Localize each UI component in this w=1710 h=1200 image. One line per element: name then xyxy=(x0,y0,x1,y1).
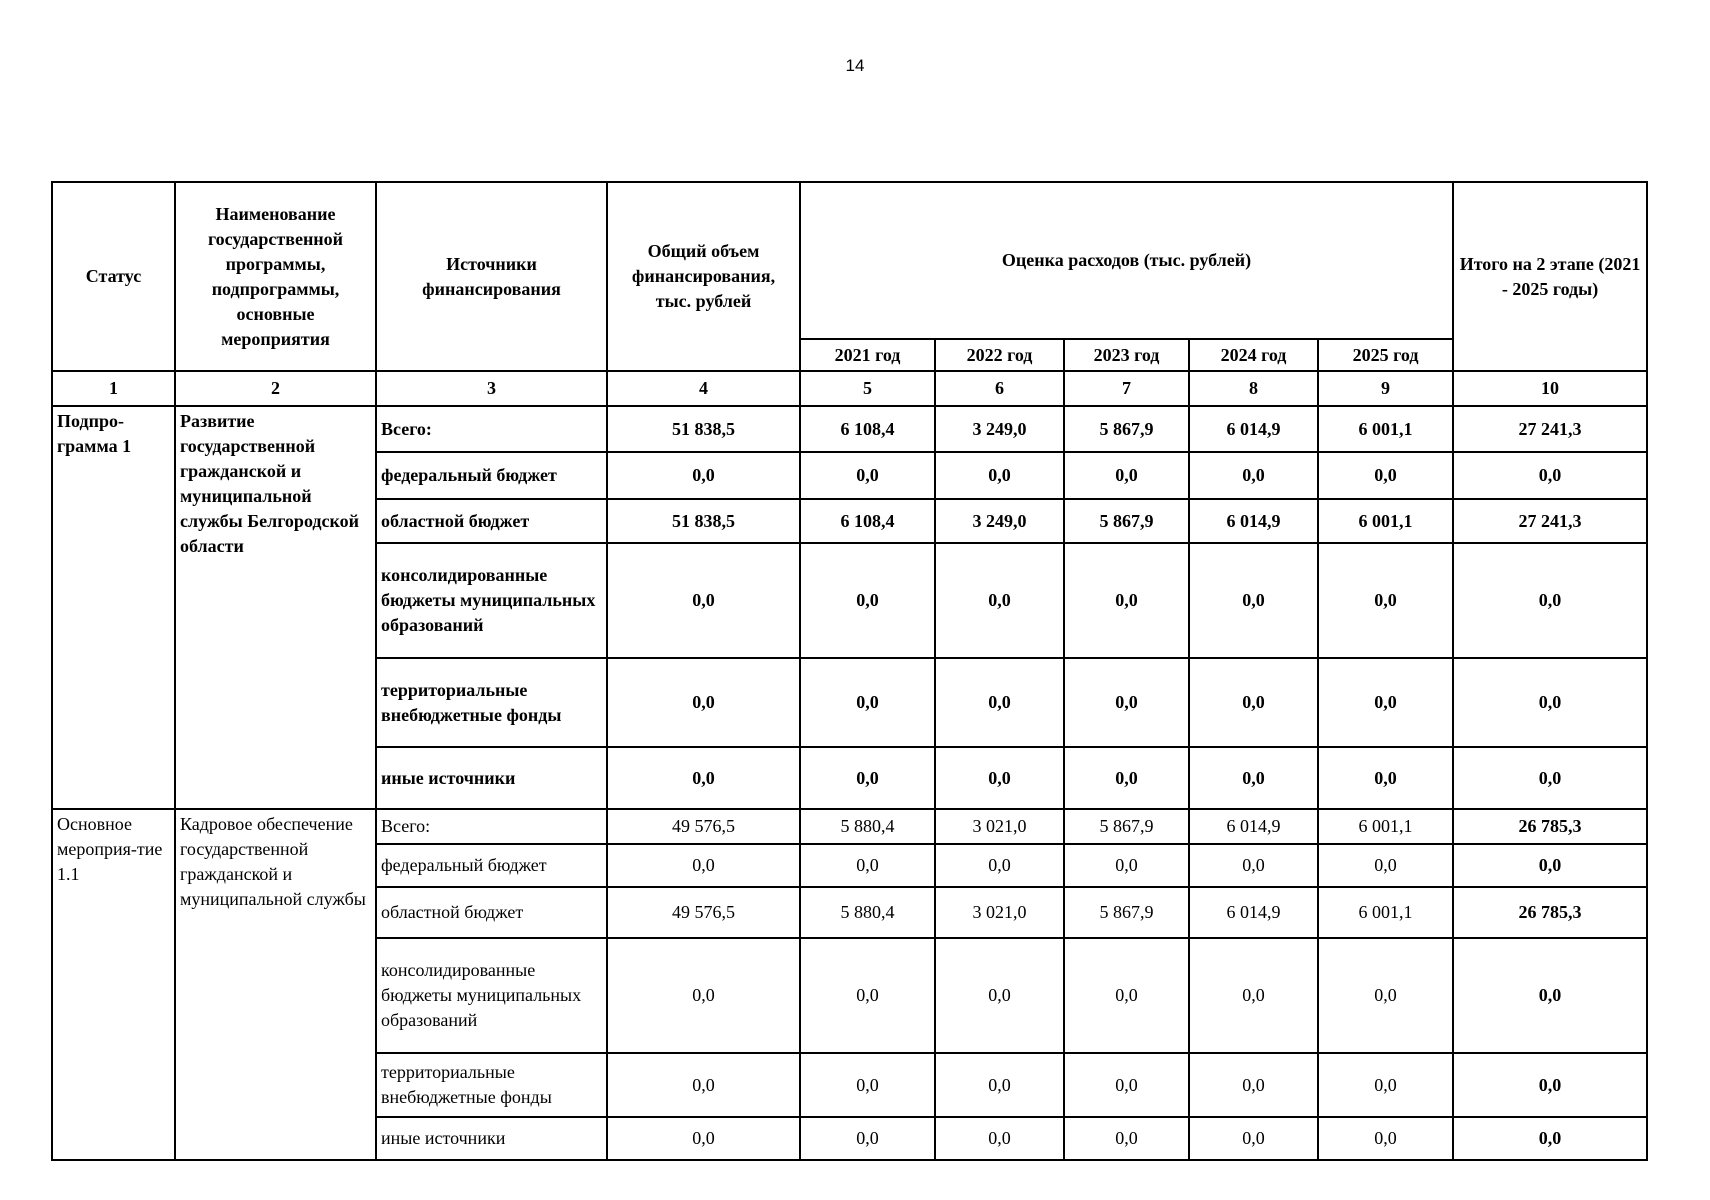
value-cell: 0,0 xyxy=(1318,543,1453,658)
header-total: Общий объем финансирования, тыс. рублей xyxy=(607,182,800,371)
value-cell: 0,0 xyxy=(607,938,800,1053)
value-cell: 3 021,0 xyxy=(935,809,1064,844)
value-cell: 0,0 xyxy=(1064,543,1189,658)
status-cell: Основное мероприя-тие 1.1 xyxy=(52,809,175,1160)
source-cell: консолидированные бюджеты муниципальных образований xyxy=(376,938,607,1053)
table-row xyxy=(52,809,1647,844)
column-number: 5 xyxy=(800,371,935,406)
header-year: 2022 год xyxy=(935,339,1064,371)
value-cell: 6 108,4 xyxy=(800,499,935,543)
value-cell: 0,0 xyxy=(800,543,935,658)
value-cell: 51 838,5 xyxy=(607,499,800,543)
column-number: 9 xyxy=(1318,371,1453,406)
stage-total-cell: 26 785,3 xyxy=(1453,887,1647,938)
value-cell: 0,0 xyxy=(607,1053,800,1117)
value-cell: 6 001,1 xyxy=(1318,887,1453,938)
column-number: 2 xyxy=(175,371,376,406)
stage-total-cell: 0,0 xyxy=(1453,844,1647,887)
value-cell: 0,0 xyxy=(1064,844,1189,887)
value-cell: 0,0 xyxy=(1189,543,1318,658)
value-cell: 0,0 xyxy=(1189,1117,1318,1160)
value-cell: 0,0 xyxy=(1318,938,1453,1053)
header-estimate: Оценка расходов (тыс. рублей) xyxy=(800,182,1453,339)
value-cell: 6 014,9 xyxy=(1189,406,1318,452)
value-cell: 0,0 xyxy=(1064,747,1189,809)
value-cell: 0,0 xyxy=(1189,658,1318,747)
value-cell: 0,0 xyxy=(607,543,800,658)
header-year: 2023 год xyxy=(1064,339,1189,371)
column-number: 4 xyxy=(607,371,800,406)
program-name-cell: Развитие государственной гражданской и муниципальной службы Белгородской области xyxy=(175,406,376,809)
stage-total-cell: 0,0 xyxy=(1453,1053,1647,1117)
source-cell: Всего: xyxy=(376,406,607,452)
value-cell: 5 880,4 xyxy=(800,887,935,938)
value-cell: 51 838,5 xyxy=(607,406,800,452)
value-cell: 0,0 xyxy=(1189,1053,1318,1117)
value-cell: 0,0 xyxy=(935,844,1064,887)
stage-total-cell: 0,0 xyxy=(1453,1117,1647,1160)
value-cell: 0,0 xyxy=(935,1117,1064,1160)
value-cell: 0,0 xyxy=(1064,938,1189,1053)
stage-total-cell: 26 785,3 xyxy=(1453,809,1647,844)
value-cell: 0,0 xyxy=(800,844,935,887)
column-number: 3 xyxy=(376,371,607,406)
column-number: 6 xyxy=(935,371,1064,406)
stage-total-cell: 0,0 xyxy=(1453,658,1647,747)
value-cell: 0,0 xyxy=(800,658,935,747)
value-cell: 0,0 xyxy=(1064,452,1189,499)
value-cell: 5 880,4 xyxy=(800,809,935,844)
value-cell: 0,0 xyxy=(1318,658,1453,747)
header-year: 2021 год xyxy=(800,339,935,371)
source-cell: территориальные внебюджетные фонды xyxy=(376,1053,607,1117)
stage-total-cell: 0,0 xyxy=(1453,747,1647,809)
stage-total-cell: 0,0 xyxy=(1453,938,1647,1053)
value-cell: 0,0 xyxy=(1064,1117,1189,1160)
value-cell: 49 576,5 xyxy=(607,809,800,844)
column-number-row xyxy=(52,371,1647,406)
value-cell: 3 249,0 xyxy=(935,499,1064,543)
value-cell: 0,0 xyxy=(1189,844,1318,887)
value-cell: 0,0 xyxy=(1318,747,1453,809)
value-cell: 0,0 xyxy=(935,452,1064,499)
value-cell: 0,0 xyxy=(935,747,1064,809)
value-cell: 49 576,5 xyxy=(607,887,800,938)
source-cell: федеральный бюджет xyxy=(376,452,607,499)
value-cell: 0,0 xyxy=(1064,1053,1189,1117)
value-cell: 0,0 xyxy=(1318,1117,1453,1160)
header-year: 2025 год xyxy=(1318,339,1453,371)
source-cell: территориальные внебюджетные фонды xyxy=(376,658,607,747)
stage-total-cell: 0,0 xyxy=(1453,543,1647,658)
value-cell: 0,0 xyxy=(607,658,800,747)
value-cell: 0,0 xyxy=(1318,1053,1453,1117)
header-status: Статус xyxy=(52,182,175,371)
value-cell: 0,0 xyxy=(800,747,935,809)
value-cell: 0,0 xyxy=(935,543,1064,658)
value-cell: 0,0 xyxy=(1318,452,1453,499)
column-number: 1 xyxy=(52,371,175,406)
table-header xyxy=(52,182,1647,371)
value-cell: 0,0 xyxy=(607,844,800,887)
value-cell: 6 001,1 xyxy=(1318,406,1453,452)
stage-total-cell: 0,0 xyxy=(1453,452,1647,499)
source-cell: иные источники xyxy=(376,747,607,809)
value-cell: 0,0 xyxy=(800,1117,935,1160)
column-number: 7 xyxy=(1064,371,1189,406)
source-cell: областной бюджет xyxy=(376,499,607,543)
value-cell: 0,0 xyxy=(935,938,1064,1053)
page-number: 14 xyxy=(845,56,865,75)
header-year: 2024 год xyxy=(1189,339,1318,371)
value-cell: 0,0 xyxy=(800,938,935,1053)
value-cell: 0,0 xyxy=(1189,452,1318,499)
source-cell: консолидированные бюджеты муниципальных образований xyxy=(376,543,607,658)
value-cell: 5 867,9 xyxy=(1064,887,1189,938)
source-cell: иные источники xyxy=(376,1117,607,1160)
status-cell: Подпро-грамма 1 xyxy=(52,406,175,809)
value-cell: 0,0 xyxy=(1064,658,1189,747)
value-cell: 5 867,9 xyxy=(1064,499,1189,543)
value-cell: 0,0 xyxy=(607,747,800,809)
source-cell: Всего: xyxy=(376,809,607,844)
value-cell: 0,0 xyxy=(935,658,1064,747)
header-name: Наименование государственной программы, подпрограммы, основные мероприятия xyxy=(175,182,376,371)
value-cell: 5 867,9 xyxy=(1064,809,1189,844)
value-cell: 5 867,9 xyxy=(1064,406,1189,452)
value-cell: 6 001,1 xyxy=(1318,809,1453,844)
value-cell: 0,0 xyxy=(1318,844,1453,887)
value-cell: 0,0 xyxy=(1189,938,1318,1053)
value-cell: 6 014,9 xyxy=(1189,809,1318,844)
program-name-cell: Кадровое обеспечение государственной гражданской и муниципальной службы xyxy=(175,809,376,1160)
value-cell: 0,0 xyxy=(800,452,935,499)
value-cell: 0,0 xyxy=(935,1053,1064,1117)
header-stage-total: Итого на 2 этапе (2021 - 2025 годы) xyxy=(1453,182,1647,371)
table-row xyxy=(52,406,1647,452)
source-cell: областной бюджет xyxy=(376,887,607,938)
column-number: 8 xyxy=(1189,371,1318,406)
value-cell: 6 014,9 xyxy=(1189,887,1318,938)
value-cell: 3 249,0 xyxy=(935,406,1064,452)
value-cell: 6 108,4 xyxy=(800,406,935,452)
value-cell: 0,0 xyxy=(607,452,800,499)
source-cell: федеральный бюджет xyxy=(376,844,607,887)
value-cell: 0,0 xyxy=(800,1053,935,1117)
stage-total-cell: 27 241,3 xyxy=(1453,406,1647,452)
value-cell: 6 001,1 xyxy=(1318,499,1453,543)
value-cell: 0,0 xyxy=(607,1117,800,1160)
value-cell: 0,0 xyxy=(1189,747,1318,809)
stage-total-cell: 27 241,3 xyxy=(1453,499,1647,543)
column-number: 10 xyxy=(1453,371,1647,406)
value-cell: 3 021,0 xyxy=(935,887,1064,938)
table-body xyxy=(52,406,1647,1160)
value-cell: 6 014,9 xyxy=(1189,499,1318,543)
financing-table xyxy=(51,181,1648,1161)
header-sources: Источники финансирования xyxy=(376,182,607,371)
